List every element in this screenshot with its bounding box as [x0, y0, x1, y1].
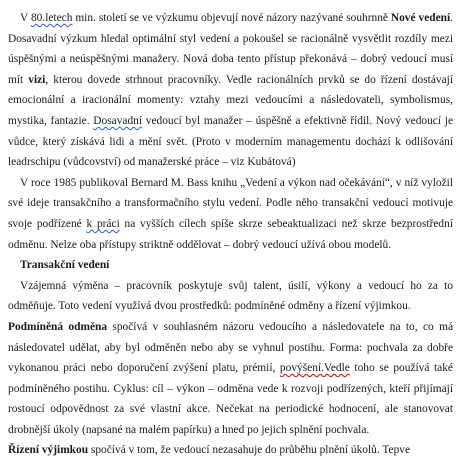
bold-term-new-leadership: Nové vedení: [390, 12, 451, 24]
paragraph-new-leadership: [8, 8, 453, 173]
bold-term-management-by-exception: Řízení výjimkou: [8, 444, 89, 457]
text: na vyšších cílech spíše skrze sebeaktualizaci než skrze bezprostřední odměnu. Nelze oba přístupy striktně oddělovat – dobrý vedoucí užívá obou modelů.: [8, 217, 453, 251]
spelling-flagged-word: povýšení.Vedle: [279, 362, 350, 375]
grammar-flagged-word: 80.letech: [30, 12, 73, 24]
text: . Dosavadní výzkum hledal optimální styl vedení a pokoušel se racionálně vysvětlit rozdíly mezi úspěšnými a neúspěšnými manažery. Nová doba tento přístup překonává – dobrý vedoucí musí mít: [8, 12, 453, 86]
paragraph-bass: [8, 173, 453, 255]
paragraph-mutual-exchange: Vzájemná výměna – pracovník poskytuje svůj talent, úsilí, výkony a vedoucí ho za to odměňuje. Toto vedení využívá dvou prostředků: podmíněné odměny a řízení výjimkou.: [8, 279, 453, 313]
text: spočívá v souhlasném názoru vedoucího a následovatele na to, co má následovatel udělat, aby byl odměněn nebo aby se vyhnul postihu. Forma: pochvala za dobře vykonanou práci nebo doporučení zvýšení platu, prémií,: [8, 320, 453, 375]
paragraph-contingent-reward: [8, 317, 453, 441]
text: spočívá v tom, že vedoucí nezasahuje do průběhu plnění úkolů. Tepve: [88, 444, 411, 457]
text: min. století se ve výzkumu objevují nové názory nazývané souhrnně: [72, 12, 391, 24]
grammar-flagged-word: k práci: [86, 217, 120, 230]
text: V: [20, 12, 31, 24]
text: , kterou dovede strhnout pracovníky. Vedle racionálních prvků se do řízení dostávají emocionální a iracionální momenty: vztahy mezi vedoucími a následovateli, symbolismus, mystika, fantazie.: [8, 73, 453, 127]
paragraph-management-by-exception: [8, 440, 453, 461]
text: vedoucí byl manažer – úspěšně a efektivně řídil. Nový vedoucí je vůdce, který získává lidi a mění svět. (Proto v moderním managementu dochází k odlišování leadrschipu (vůdcovství) od manažerské práce – viz Kubátová): [8, 114, 453, 169]
section-heading: Transakční vedení: [20, 259, 110, 272]
grammar-flagged-word: Dosavadní: [93, 114, 143, 127]
text: V roce 1985 publikoval Bernard M. Bass knihu „Vedení a výkon nad očekávání“, v níž vyložil své ideje transakčního a transformačního stylu vedení. Podle něho transakční vedoucí motivuje svoje podřízené: [8, 176, 453, 230]
text: toho se používá také podmíněného postihu. Cyklus: cíl – výkon – odměna vede k rozvoji podřízených, kteří přijímají rostoucí odpovědnost za své vlastní akce. Nečekat na periodické hodnocení, ale stanovovat drobnější úkoly (napsané na malém papírku) a hned po jejich splnění pochvala.: [8, 362, 453, 436]
bold-term-vision: vizi: [28, 73, 46, 86]
bold-term-contingent-reward: Podmíněná odměna: [8, 320, 108, 333]
